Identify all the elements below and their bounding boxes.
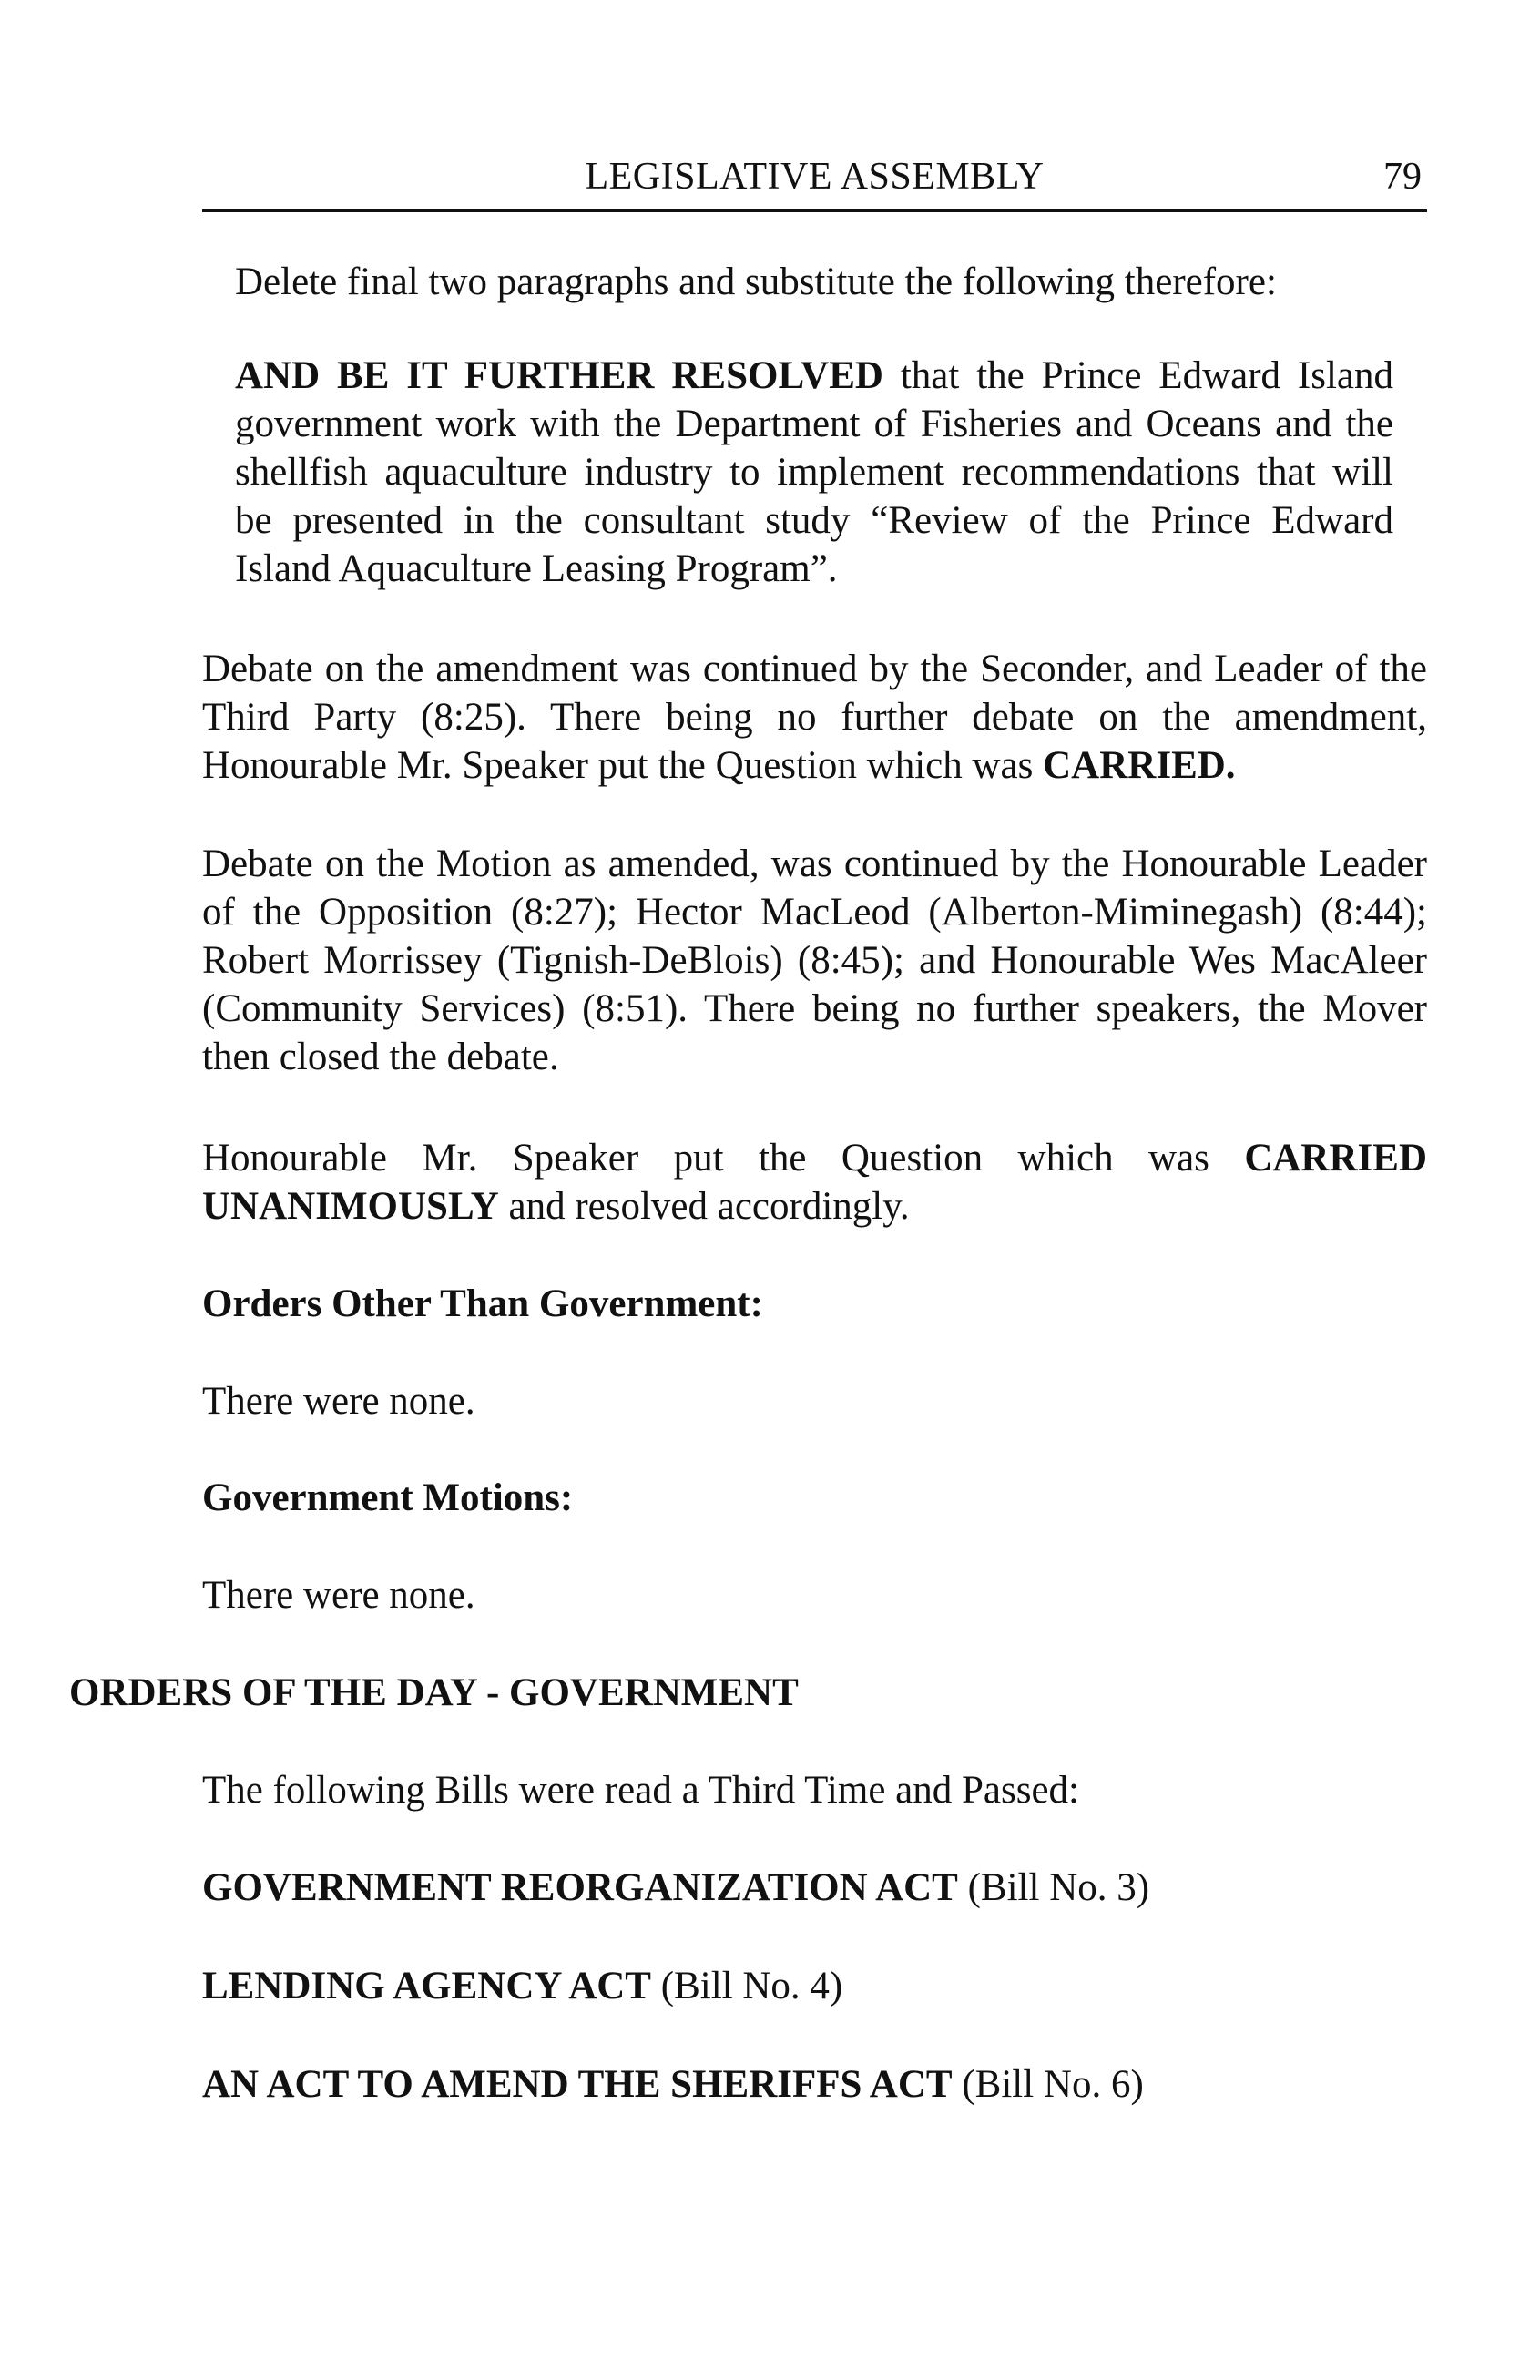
bill-title: GOVERNMENT REORGANIZATION ACT bbox=[202, 1866, 958, 1909]
debate-amendment-paragraph bbox=[202, 645, 1427, 790]
resolution-line: be presented in the consultant study “Review of the Prince Edward bbox=[235, 499, 1393, 542]
resolution-line: government work with the Department of Fisheries and Oceans and the bbox=[235, 403, 1393, 445]
page-number: 79 bbox=[1383, 156, 1422, 198]
carried-result: CARRIED. bbox=[1043, 744, 1236, 787]
bills-intro: The following Bills were read a Third Time and Passed: bbox=[202, 1769, 1079, 1812]
resolution-lead: AND BE IT FURTHER RESOLVED bbox=[235, 354, 883, 397]
unanimously-label: UNANIMOUSLY bbox=[202, 1185, 499, 1228]
debate-motion-paragraph bbox=[202, 840, 1427, 1081]
bill-title: AN ACT TO AMEND THE SHERIFFS ACT bbox=[202, 2063, 953, 2106]
question-result-line: Honourable Mr. Speaker put the Question which was CARRIED bbox=[202, 1137, 1427, 1180]
resolution-line: shellfish aquaculture industry to implement recommendations that will bbox=[235, 451, 1393, 494]
debate-motion-line: then closed the debate. bbox=[202, 1036, 559, 1078]
bill-title: LENDING AGENCY ACT bbox=[202, 1965, 651, 2007]
orders-of-day-heading: ORDERS OF THE DAY - GOVERNMENT bbox=[69, 1671, 799, 1714]
resolution-paragraph bbox=[235, 352, 1393, 593]
carried-label: CARRIED bbox=[1244, 1137, 1427, 1180]
bill-number: (Bill No. 4) bbox=[660, 1965, 843, 2007]
resolution-line: AND BE IT FURTHER RESOLVED that the Prince Edward Island bbox=[235, 354, 1393, 397]
question-result-paragraph bbox=[202, 1134, 1427, 1231]
orders-other-text: There were none. bbox=[202, 1380, 475, 1423]
debate-motion-line: of the Opposition (8:27); Hector MacLeod (Alberton-Miminegash) (8:44); bbox=[202, 891, 1427, 934]
bill-number: (Bill No. 6) bbox=[962, 2063, 1144, 2106]
bill-entry bbox=[202, 1962, 1427, 2010]
government-motions-heading: Government Motions: bbox=[202, 1476, 574, 1519]
debate-amendment-line: Third Party (8:25). There being no further debate on the amendment, bbox=[202, 696, 1427, 739]
amendment-instruction: Delete final two paragraphs and substitute the following therefore: bbox=[235, 260, 1277, 303]
question-result-line: UNANIMOUSLY and resolved accordingly. bbox=[202, 1185, 910, 1228]
debate-amendment-line: Honourable Mr. Speaker put the Question which was CARRIED. bbox=[202, 744, 1236, 787]
orders-other-heading: Orders Other Than Government: bbox=[202, 1282, 763, 1325]
running-title: LEGISLATIVE ASSEMBLY bbox=[585, 156, 1045, 198]
debate-motion-line: Robert Morrissey (Tignish-DeBlois) (8:45); and Honourable Wes MacAleer bbox=[202, 939, 1427, 982]
debate-amendment-line: Debate on the amendment was continued by the Seconder, and Leader of the bbox=[202, 648, 1427, 690]
bill-number: (Bill No. 3) bbox=[967, 1866, 1150, 1909]
debate-motion-line: (Community Services) (8:51). There being no further speakers, the Mover bbox=[202, 987, 1427, 1030]
government-motions-text: There were none. bbox=[202, 1574, 475, 1617]
bill-entry bbox=[202, 1864, 1427, 1912]
resolution-line: Island Aquaculture Leasing Program”. bbox=[235, 547, 838, 590]
debate-motion-line: Debate on the Motion as amended, was continued by the Honourable Leader bbox=[202, 843, 1427, 885]
bill-entry bbox=[202, 2060, 1427, 2109]
page-header bbox=[202, 155, 1427, 212]
